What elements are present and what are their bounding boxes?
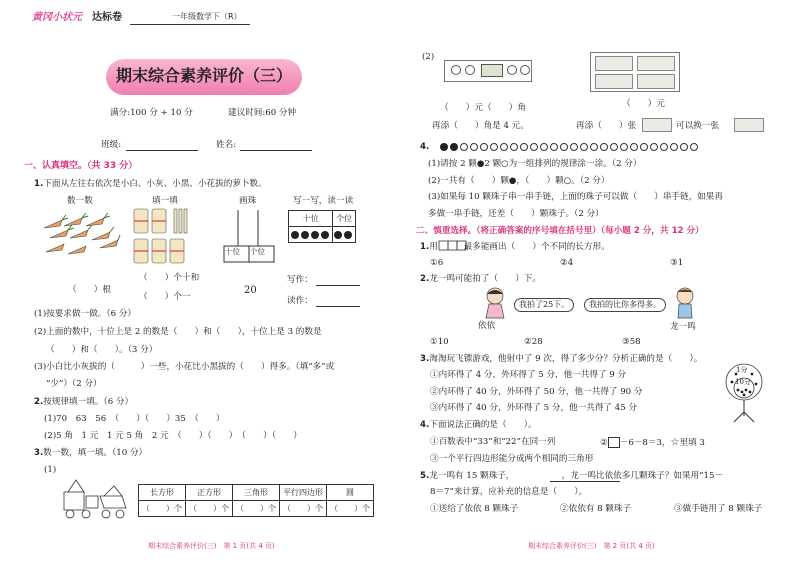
col-header-write: 写一写，读一读 bbox=[293, 196, 354, 206]
money-group-1 bbox=[444, 60, 532, 82]
c1-opt-b[interactable]: ②4 bbox=[560, 258, 574, 268]
q1-3a: (3)小白比小灰拔的（ ）一些，小花比小黑拔的（ ）得多。（填“多”或 bbox=[34, 362, 335, 372]
name-label: 姓名: bbox=[216, 140, 237, 150]
q1-1: (1)按要求做一做。（6 分） bbox=[34, 309, 137, 319]
q2-text bbox=[34, 397, 133, 408]
c2-opt-a[interactable]: ①10 bbox=[430, 337, 449, 347]
c4-opt-b-tail: 里填 3 bbox=[679, 438, 705, 448]
c1-opt-c[interactable]: ③1 bbox=[670, 258, 684, 268]
col-header-beads: 画珠 bbox=[239, 196, 257, 206]
note-icon bbox=[595, 56, 633, 71]
add-notes-b: 可以换一张 bbox=[676, 121, 719, 131]
shapes-figure bbox=[56, 474, 130, 524]
star-icon: ☆ bbox=[670, 437, 680, 448]
c5-opt-a[interactable]: ①送给了依依 8 颗珠子 bbox=[430, 504, 519, 514]
c1-stem: 用 最多能画出（ ）个不同的长方形。 bbox=[429, 242, 610, 252]
read-label: 读作： bbox=[287, 296, 313, 306]
c3-stem: 淘淘玩飞镖游戏，他射中了 9 次，得了多少分？分析正确的是（ ）。 bbox=[429, 354, 703, 364]
pv-ones-dots bbox=[333, 227, 356, 243]
c3-text bbox=[420, 354, 702, 365]
q4-2: (2)一共有（ ）颗●，（ ）颗○。（2 分） bbox=[428, 176, 610, 186]
c5-opt-b[interactable]: ②依依有 8 颗珠子 bbox=[560, 504, 632, 514]
q4-1: (1)请按 2 颗●2 颗○为一组排列的规律涂一涂。（2 分） bbox=[428, 159, 642, 169]
coin-icon bbox=[465, 65, 475, 75]
c4-stem: 下面说法正确的是（ ）。 bbox=[429, 420, 537, 430]
shape-header-rectangle: 长方形 bbox=[139, 485, 186, 501]
class-label: 班级: bbox=[101, 140, 122, 150]
girl-name: 依依 bbox=[478, 321, 496, 331]
section-2-title: 二、慎重选择。（将正确答案的序号填在括号里）（每小题 2 分，共 12 分） bbox=[416, 226, 704, 236]
header-rule bbox=[130, 24, 250, 25]
add-coins: 再添（ ）角是 4 元。 bbox=[432, 121, 529, 131]
fill-tens[interactable]: （ ）个十和 bbox=[139, 273, 200, 283]
q1-text bbox=[34, 179, 267, 190]
c4-opt-b[interactable] bbox=[600, 437, 705, 450]
q4-number: 4. bbox=[420, 142, 430, 152]
c2-opt-b[interactable]: ②28 bbox=[524, 337, 543, 347]
q1-3b: “少”）（2 分） bbox=[46, 379, 102, 389]
shape-header-circle: 圆 bbox=[327, 485, 374, 501]
carrots-image bbox=[40, 208, 122, 258]
section-1-title: 一、认真填空。（共 33 分） bbox=[24, 161, 138, 171]
page-title: 期末综合素养评价（三） bbox=[115, 66, 292, 85]
abacus-value: 20 bbox=[244, 285, 257, 296]
note-icon bbox=[637, 74, 675, 89]
q1-2a: (2)上面的数中，十位上是 2 的数是（ ）和（ ），十位上是 3 的数是 bbox=[34, 327, 322, 337]
right-footer: 期末综合素养评价(三) 第 2 页(共 4 页) bbox=[528, 542, 655, 550]
blank-box-icon bbox=[608, 437, 620, 448]
q3-2-label: (2) bbox=[422, 52, 435, 62]
q1-stem: 下面从左往右依次是小白、小灰、小黑、小花拔的萝卜数。 bbox=[43, 179, 267, 189]
time-info: 建议时间:60 分钟 bbox=[228, 108, 297, 118]
note-icon bbox=[734, 118, 764, 132]
q4-3a: (3)如果每 10 颗珠子串一串手链，上面的珠子可以做（ ）串手链，如果再 bbox=[428, 192, 723, 202]
girl-figure bbox=[480, 286, 510, 320]
q1-number: 1. bbox=[34, 179, 44, 189]
c5-blank[interactable] bbox=[550, 481, 620, 482]
q3-text bbox=[34, 448, 147, 459]
shape-count-parallelogram[interactable]: （ ）个 bbox=[280, 501, 327, 517]
shape-count-square[interactable]: （ ）个 bbox=[186, 501, 233, 517]
pv-tens-header: 十位 bbox=[289, 211, 333, 227]
money-fill-1[interactable]: （ ）元（ ）角 bbox=[440, 103, 526, 113]
c4-opt-a[interactable]: ①百数表中“33”和“22”在同一列 bbox=[430, 437, 556, 447]
speech-bubble-1: 我拍了25下。 bbox=[514, 298, 574, 312]
col-header-count: 数一数 bbox=[67, 196, 93, 206]
write-label: 写作： bbox=[287, 275, 313, 285]
q3-number: 3. bbox=[34, 448, 44, 458]
money-fill-2[interactable]: （ ）元 bbox=[622, 99, 665, 109]
q2-2: (2)5 角 1 元 1 元 5 角 2 元 （ ）（ ） （ ）（ ） bbox=[44, 431, 302, 441]
boy-figure bbox=[670, 286, 700, 320]
c3-opt-c[interactable]: ③内环得了 40 分，外环得了 5 分，他一共得了 45 分 bbox=[430, 403, 638, 413]
c3-opt-b[interactable]: ②内环得了 40 分，外环得了 50 分，他一共得了 90 分 bbox=[430, 387, 643, 397]
shape-header-square: 正方形 bbox=[186, 485, 233, 501]
sticks-bundles-image bbox=[130, 205, 196, 267]
q2-1: (1)70 63 56 （ ）（ ）35 （ ） bbox=[44, 414, 225, 424]
note-icon bbox=[481, 64, 503, 77]
shape-count-rectangle[interactable]: （ ）个 bbox=[139, 501, 186, 517]
coin-icon bbox=[507, 65, 517, 75]
pv-tens-dots bbox=[289, 227, 333, 243]
dart-ring-inner: 10分 bbox=[735, 378, 751, 386]
pv-ones-header: 个位 bbox=[333, 211, 356, 227]
q2-number: 2. bbox=[34, 397, 44, 407]
c5-opt-c[interactable]: ③做手链用了 8 颗珠子 bbox=[674, 504, 763, 514]
money-group-2 bbox=[590, 52, 680, 92]
left-footer: 期末综合素养评价(三) 第 1 页(共 4 页) bbox=[148, 542, 275, 550]
note-icon bbox=[595, 74, 633, 89]
grade-label: 一年级数学下（R） bbox=[172, 12, 242, 21]
c5-number: 5. bbox=[420, 471, 430, 481]
c2-text bbox=[420, 274, 541, 285]
coin-icon bbox=[520, 65, 530, 75]
brand-sub: 达标卷 bbox=[92, 12, 122, 23]
shapes-table bbox=[138, 484, 374, 517]
c2-opt-c[interactable]: ③58 bbox=[622, 337, 641, 347]
fill-carrot-count[interactable]: （ ）根 bbox=[68, 285, 111, 295]
col-header-fill: 填一填 bbox=[152, 196, 178, 206]
coin-icon bbox=[451, 65, 461, 75]
q3-stem: 数一数，填一填。（10 分） bbox=[43, 448, 148, 458]
c4-number: 4. bbox=[420, 420, 430, 430]
boy-name: 龙一鸣 bbox=[670, 322, 696, 332]
c1-number: 1. bbox=[420, 242, 430, 252]
grid-shape-icon bbox=[438, 240, 468, 252]
shape-count-circle[interactable]: （ ）个 bbox=[327, 501, 374, 517]
c3-opt-a[interactable]: ①内环得了 4 分，外环得了 5 分，他一共得了 9 分 bbox=[430, 370, 627, 380]
c5-stem: 龙一鸣有 15 颗珠子， ，龙一鸣比依依多几颗珠子？如果用“15－ bbox=[429, 471, 724, 481]
name-field[interactable] bbox=[240, 150, 312, 151]
c4-opt-b-eq: －6－8＝3， bbox=[619, 438, 671, 448]
brand-logo: 黄冈小状元 bbox=[32, 12, 82, 23]
class-field[interactable] bbox=[126, 150, 198, 151]
c2-stem: 龙一鸣可能拍了（ ）下。 bbox=[429, 274, 541, 284]
c2-number: 2. bbox=[420, 274, 430, 284]
shape-header-parallelogram: 平行四边形 bbox=[280, 485, 327, 501]
c4-text bbox=[420, 420, 537, 431]
abacus-ones: 个位 bbox=[250, 247, 265, 256]
q2-stem: 按规律填一填。（6 分） bbox=[43, 397, 134, 407]
right-page bbox=[400, 0, 800, 569]
write-field[interactable] bbox=[316, 285, 360, 286]
c1-opt-a[interactable]: ①6 bbox=[430, 258, 444, 268]
speech-bubble-2: 我拍的比你多得多。 bbox=[584, 298, 666, 312]
abacus-tens: 十位 bbox=[225, 247, 240, 256]
shape-count-triangle[interactable]: （ ）个 bbox=[233, 501, 280, 517]
c4-opt-c[interactable]: ③一个平行四边形能分成两个相同的三角形 bbox=[430, 454, 594, 464]
note-icon bbox=[637, 56, 675, 71]
q1-2b: （ ）和（ ）。（3 分） bbox=[46, 345, 158, 355]
add-notes-a: 再添（ ）张 bbox=[576, 121, 637, 131]
fill-ones[interactable]: （ ）个一 bbox=[139, 292, 191, 302]
c3-number: 3. bbox=[420, 354, 430, 364]
c5-text-b: 8＝7”来计算，应补充的信息是（ ）。 bbox=[430, 487, 588, 497]
q4-3b: 多做一串手链，还差（ ）颗珠子。（2 分） bbox=[428, 209, 604, 219]
q3-1-label: (1) bbox=[44, 465, 57, 475]
shape-header-triangle: 三角形 bbox=[233, 485, 280, 501]
read-field[interactable] bbox=[316, 306, 360, 307]
c4-opt-b-mark: ② bbox=[600, 438, 608, 448]
bead-row[interactable] bbox=[440, 142, 700, 153]
score-info: 满分:100 分 + 10 分 bbox=[110, 108, 193, 118]
place-value-table bbox=[288, 210, 356, 243]
note-icon bbox=[642, 118, 672, 132]
dart-ring-outer: 1分 bbox=[736, 366, 748, 374]
